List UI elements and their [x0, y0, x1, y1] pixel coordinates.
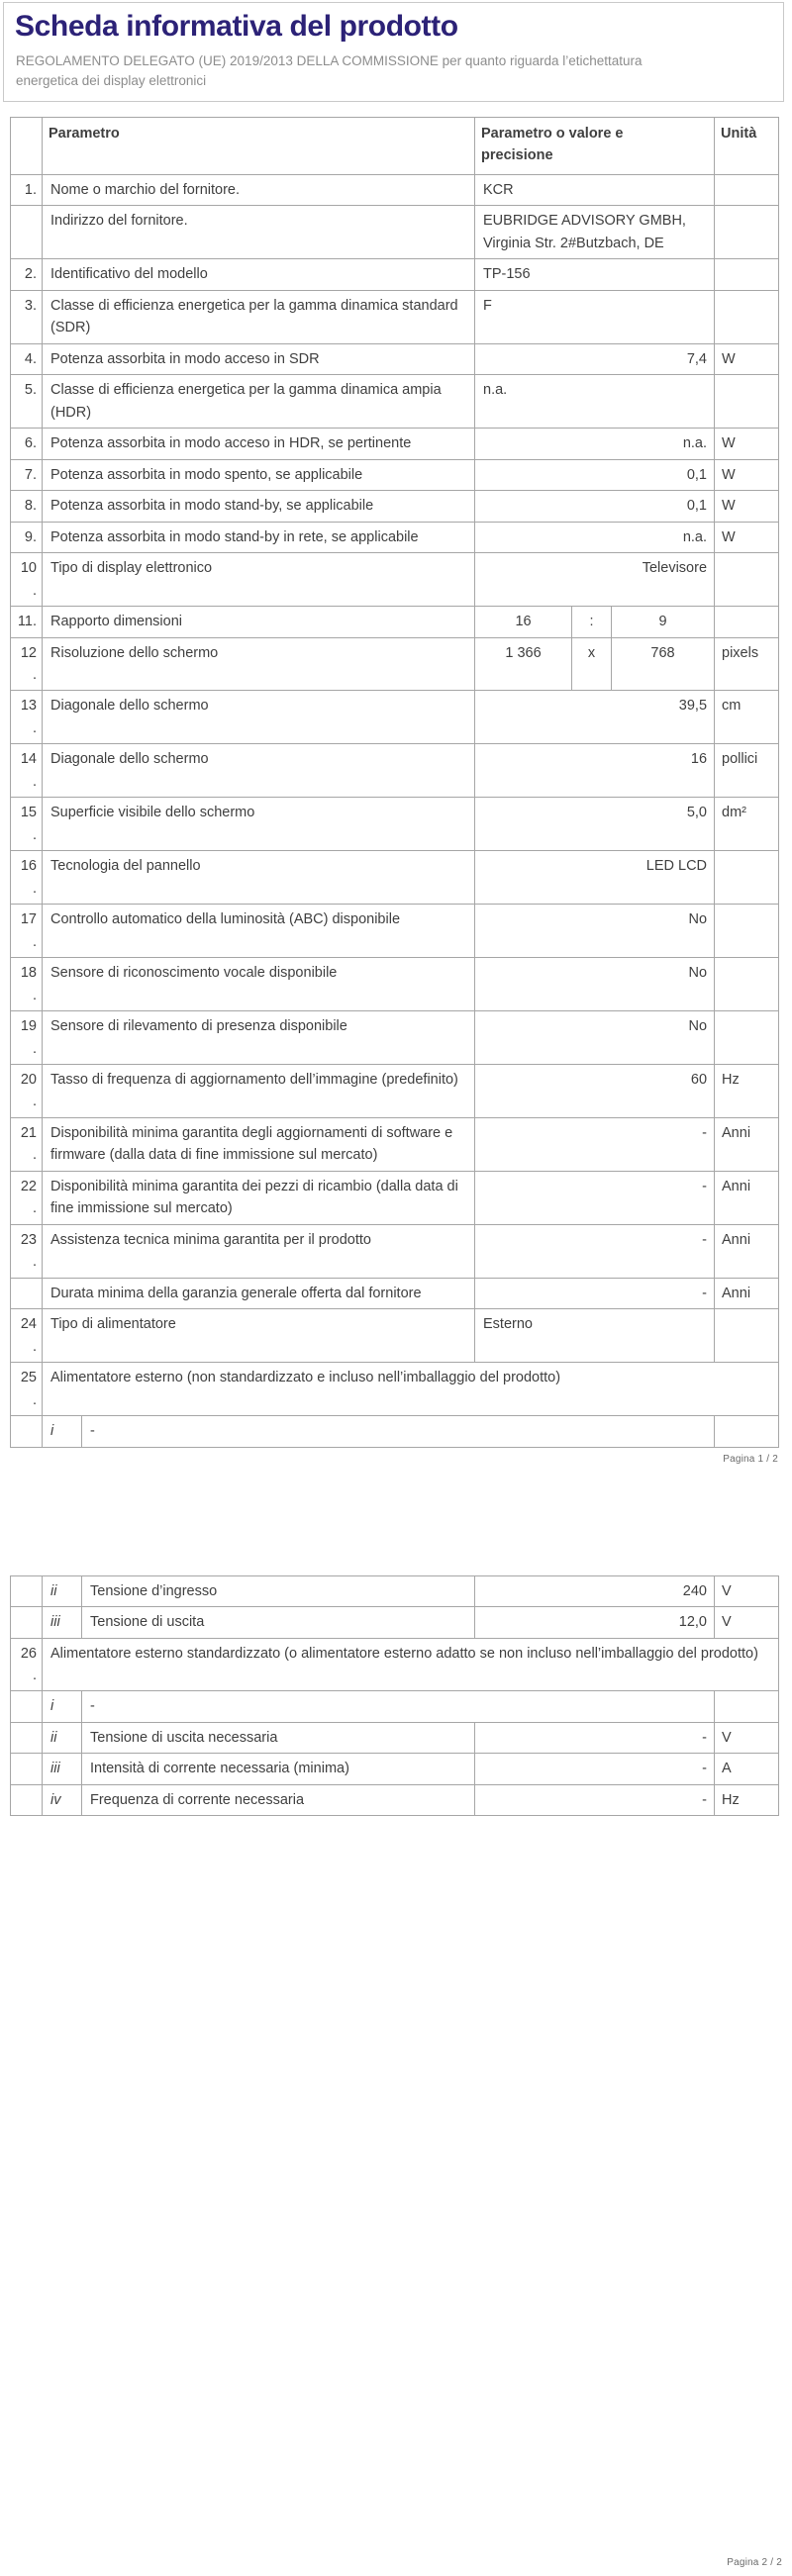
table-row: [11, 1416, 779, 1447]
sub-row-numeral: ii: [43, 1575, 82, 1606]
unit-label: W: [715, 343, 779, 374]
parameter-value: n.a.: [475, 429, 715, 459]
column-header-value: [475, 118, 715, 175]
parameter-value: -: [475, 1754, 715, 1784]
parameter-label: Potenza assorbita in modo acceso in SDR: [43, 343, 475, 374]
table-row: [11, 1224, 779, 1278]
parameter-label: Tasso di frequenza di aggiornamento dell’immagine (predefinito): [43, 1065, 475, 1118]
parameter-label: Diagonale dello schermo: [43, 744, 475, 798]
parameter-label: Rapporto dimensioni: [43, 607, 475, 637]
unit-label: Anni: [715, 1278, 779, 1308]
unit-label: [715, 206, 779, 259]
table-row: [11, 375, 779, 429]
parameter-value: TP-156: [475, 259, 715, 290]
unit-label: Hz: [715, 1784, 779, 1815]
unit-label: W: [715, 491, 779, 522]
parameter-value: KCR: [475, 175, 715, 206]
row-number: 15.: [11, 798, 43, 851]
sub-row-numeral: iii: [43, 1754, 82, 1784]
unit-label: [715, 1309, 779, 1363]
unit-label: [715, 553, 779, 607]
table-row: [11, 1171, 779, 1224]
table-row: [11, 206, 779, 259]
sub-row-numeral: iii: [43, 1607, 82, 1638]
row-number: 19.: [11, 1011, 43, 1065]
unit-label: [715, 290, 779, 343]
parameter-label: Superficie visibile dello schermo: [43, 798, 475, 851]
parameter-label: Tipo di display elettronico: [43, 553, 475, 607]
table-row: [11, 491, 779, 522]
parameter-value: 12,0: [475, 1607, 715, 1638]
table-body-page2: [11, 1575, 779, 1816]
row-number: 9.: [11, 522, 43, 552]
ratio-value-first: 1 366: [475, 637, 572, 691]
parameter-label: Sensore di riconoscimento vocale disponibile: [43, 958, 475, 1011]
table-row: [11, 1065, 779, 1118]
parameter-value: -: [82, 1691, 715, 1722]
table-row: [11, 798, 779, 851]
table-row: [11, 459, 779, 490]
row-number: 10.: [11, 553, 43, 607]
unit-label: [715, 958, 779, 1011]
parameter-value: 0,1: [475, 491, 715, 522]
table-row: [11, 905, 779, 958]
row-number: 2.: [11, 259, 43, 290]
row-number: 4.: [11, 343, 43, 374]
row-number: 24.: [11, 1309, 43, 1363]
parameter-value: 240: [475, 1575, 715, 1606]
unit-label: [715, 375, 779, 429]
column-header-parameter-label: Parametro: [49, 126, 120, 142]
page-break-gap: [0, 1465, 792, 1575]
parameter-label: Frequenza di corrente necessaria: [82, 1784, 475, 1815]
sub-row-numeral: iv: [43, 1784, 82, 1815]
unit-label: [715, 175, 779, 206]
sub-row-numeral: i: [43, 1416, 82, 1447]
parameter-value: No: [475, 1011, 715, 1065]
row-number: 6.: [11, 429, 43, 459]
table-row: [11, 175, 779, 206]
parameter-label: Identificativo del modello: [43, 259, 475, 290]
row-number: [11, 1784, 43, 1815]
corner-cell: [11, 118, 43, 175]
parameter-value: -: [475, 1784, 715, 1815]
table-row: [11, 1575, 779, 1606]
column-header-parameter: [43, 118, 475, 175]
column-header-unit: [715, 118, 779, 175]
unit-label: V: [715, 1722, 779, 1753]
parameter-value: 5,0: [475, 798, 715, 851]
table-row: [11, 1278, 779, 1308]
unit-label: V: [715, 1607, 779, 1638]
row-number: 20.: [11, 1065, 43, 1118]
row-number: [11, 206, 43, 259]
unit-label: [715, 851, 779, 905]
table-row: [11, 343, 779, 374]
parameter-value: -: [475, 1224, 715, 1278]
product-spec-table-page2: [10, 1575, 779, 1817]
product-spec-table-page1: [10, 117, 779, 1448]
unit-label: Anni: [715, 1224, 779, 1278]
parameter-value: Televisore: [475, 553, 715, 607]
parameter-label: Alimentatore esterno (non standardizzato e incluso nell’imballaggio del prodotto): [43, 1363, 779, 1416]
parameter-label: Controllo automatico della luminosità (ABC) disponibile: [43, 905, 475, 958]
table-row: [11, 1607, 779, 1638]
parameter-value: -: [475, 1722, 715, 1753]
row-number: [11, 1754, 43, 1784]
parameter-label: Potenza assorbita in modo spento, se applicabile: [43, 459, 475, 490]
table-row: [11, 1011, 779, 1065]
parameter-label: Indirizzo del fornitore.: [43, 206, 475, 259]
sub-row-numeral: ii: [43, 1722, 82, 1753]
parameter-value: n.a.: [475, 375, 715, 429]
unit-label: [715, 1691, 779, 1722]
unit-label: dm²: [715, 798, 779, 851]
row-number: 23.: [11, 1224, 43, 1278]
unit-label: pollici: [715, 744, 779, 798]
row-number: [11, 1607, 43, 1638]
row-number: 11.: [11, 607, 43, 637]
parameter-value: 16: [475, 744, 715, 798]
row-number: 26.: [11, 1638, 43, 1691]
parameter-label: Intensità di corrente necessaria (minima): [82, 1754, 475, 1784]
parameter-value: 60: [475, 1065, 715, 1118]
row-number: 22.: [11, 1171, 43, 1224]
page1-footer: Pagina 1 / 2: [723, 1453, 778, 1465]
row-number: 17.: [11, 905, 43, 958]
page2-footer: Pagina 2 / 2: [727, 2557, 782, 2568]
parameter-label: Classe di efficienza energetica per la gamma dinamica ampia (HDR): [43, 375, 475, 429]
parameter-label: Disponibilità minima garantita degli aggiornamenti di software e firmware (dalla data di fine immissione sul mercato): [43, 1117, 475, 1171]
row-number: 18.: [11, 958, 43, 1011]
unit-label: [715, 1011, 779, 1065]
parameter-label: Tecnologia del pannello: [43, 851, 475, 905]
parameter-label: Potenza assorbita in modo stand-by in rete, se applicabile: [43, 522, 475, 552]
row-number: 21.: [11, 1117, 43, 1171]
sub-row-numeral: i: [43, 1691, 82, 1722]
unit-label: pixels: [715, 637, 779, 691]
table-row: [11, 259, 779, 290]
table-header-row: [11, 118, 779, 175]
parameter-label: Durata minima della garanzia generale offerta dal fornitore: [43, 1278, 475, 1308]
parameter-value: 39,5: [475, 691, 715, 744]
column-header-unit-label: Unità: [721, 126, 757, 142]
unit-label: V: [715, 1575, 779, 1606]
row-number: [11, 1691, 43, 1722]
parameter-value: F: [475, 290, 715, 343]
parameter-label: Disponibilità minima garantita dei pezzi di ricambio (dalla data di fine immissione sul mercato): [43, 1171, 475, 1224]
table-row: [11, 637, 779, 691]
parameter-value: No: [475, 958, 715, 1011]
parameter-label: Potenza assorbita in modo acceso in HDR, se pertinente: [43, 429, 475, 459]
row-number: 7.: [11, 459, 43, 490]
unit-label: Anni: [715, 1117, 779, 1171]
row-number: 16.: [11, 851, 43, 905]
table-row: [11, 1754, 779, 1784]
parameter-label: Tensione di uscita necessaria: [82, 1722, 475, 1753]
table-row: [11, 958, 779, 1011]
row-number: 13.: [11, 691, 43, 744]
row-number: 8.: [11, 491, 43, 522]
row-number: 14.: [11, 744, 43, 798]
table-row: [11, 607, 779, 637]
parameter-value: -: [475, 1171, 715, 1224]
unit-label: Hz: [715, 1065, 779, 1118]
row-number: 3.: [11, 290, 43, 343]
ratio-value-second: 9: [612, 607, 715, 637]
parameter-label: Potenza assorbita in modo stand-by, se applicabile: [43, 491, 475, 522]
parameter-label: Sensore di rilevamento di presenza disponibile: [43, 1011, 475, 1065]
parameter-label: Risoluzione dello schermo: [43, 637, 475, 691]
parameter-value: Esterno: [475, 1309, 715, 1363]
table-row: [11, 1309, 779, 1363]
unit-label: W: [715, 459, 779, 490]
table-row: [11, 290, 779, 343]
unit-label: [715, 1416, 779, 1447]
row-number: [11, 1416, 43, 1447]
table-row: [11, 1691, 779, 1722]
table-row: [11, 851, 779, 905]
parameter-value: -: [475, 1117, 715, 1171]
ratio-value-second: 768: [612, 637, 715, 691]
parameter-value: No: [475, 905, 715, 958]
ratio-operator: x: [572, 637, 612, 691]
parameter-label: Nome o marchio del fornitore.: [43, 175, 475, 206]
parameter-value: n.a.: [475, 522, 715, 552]
table-row: [11, 1784, 779, 1815]
row-number: 5.: [11, 375, 43, 429]
table-row: [11, 744, 779, 798]
row-number: 12.: [11, 637, 43, 691]
parameter-label: Tensione d’ingresso: [82, 1575, 475, 1606]
table-row: [11, 1722, 779, 1753]
unit-label: W: [715, 522, 779, 552]
table-row: [11, 1363, 779, 1416]
table-row: [11, 1117, 779, 1171]
parameter-label: Alimentatore esterno standardizzato (o alimentatore esterno adatto se non incluso nell’imballaggio del prodotto): [43, 1638, 779, 1691]
parameter-label: Tensione di uscita: [82, 1607, 475, 1638]
parameter-value: EUBRIDGE ADVISORY GMBH, Virginia Str. 2#Butzbach, DE: [475, 206, 715, 259]
parameter-label: Classe di efficienza energetica per la gamma dinamica standard (SDR): [43, 290, 475, 343]
unit-label: [715, 607, 779, 637]
document-header: [3, 2, 784, 102]
parameter-value: -: [475, 1278, 715, 1308]
unit-label: A: [715, 1754, 779, 1784]
table-row: [11, 553, 779, 607]
parameter-value: -: [82, 1416, 715, 1447]
unit-label: Anni: [715, 1171, 779, 1224]
row-number: [11, 1278, 43, 1308]
table-body-page1: [11, 175, 779, 1448]
ratio-operator: :: [572, 607, 612, 637]
table-row: [11, 429, 779, 459]
row-number: [11, 1722, 43, 1753]
parameter-label: Diagonale dello schermo: [43, 691, 475, 744]
row-number: [11, 1575, 43, 1606]
parameter-value: 7,4: [475, 343, 715, 374]
unit-label: [715, 905, 779, 958]
unit-label: [715, 259, 779, 290]
table-row: [11, 522, 779, 552]
ratio-value-first: 16: [475, 607, 572, 637]
unit-label: cm: [715, 691, 779, 744]
parameter-label: Assistenza tecnica minima garantita per il prodotto: [43, 1224, 475, 1278]
table-row: [11, 1638, 779, 1691]
column-header-value-label: Parametro o valore e precisione: [481, 126, 624, 164]
unit-label: W: [715, 429, 779, 459]
regulation-subtitle: REGOLAMENTO DELEGATO (UE) 2019/2013 DELLA COMMISSIONE per quanto riguarda l’etichettatura energetica dei display elettronici: [16, 52, 643, 89]
parameter-value: LED LCD: [475, 851, 715, 905]
page-title: Scheda informativa del prodotto: [15, 10, 458, 43]
parameter-value: 0,1: [475, 459, 715, 490]
row-number: 1.: [11, 175, 43, 206]
row-number: 25.: [11, 1363, 43, 1416]
table-row: [11, 691, 779, 744]
parameter-label: Tipo di alimentatore: [43, 1309, 475, 1363]
